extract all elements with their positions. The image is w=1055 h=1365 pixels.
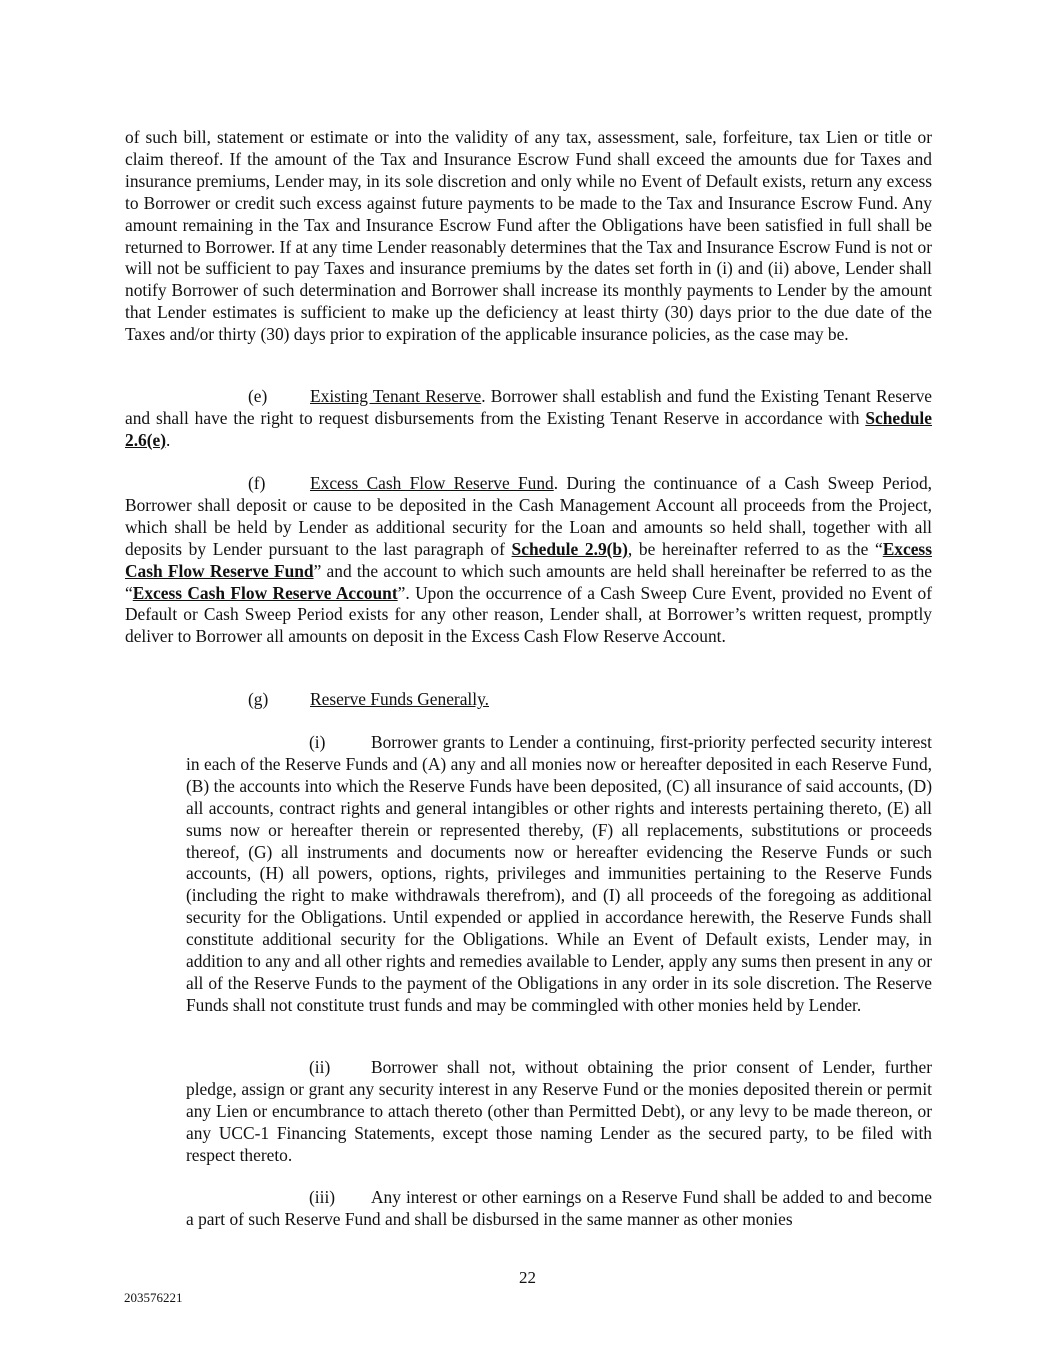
section-label: (f): [248, 473, 266, 493]
paragraph-text: . Borrower shall establish and fund the Existing Tenant Reserve and shall have the right to request disbursements from the Existing Tenant Reserve in accordance with: [125, 386, 932, 428]
section-heading: Existing Tenant Reserve: [310, 386, 482, 406]
section-label: (e): [248, 386, 268, 406]
subparagraph-iii: [186, 1187, 932, 1231]
paragraph-text: Any interest or other earnings on a Reserve Fund shall be added to and become a part of such Reserve Fund and shall be disbursed in the same manner as other monies: [186, 1187, 932, 1229]
paragraph-tax-escrow-continued: [125, 127, 932, 346]
subparagraph-ii: [186, 1057, 932, 1167]
document-id: 203576221: [124, 1290, 183, 1305]
paragraph-f-excess-cash-flow: [125, 473, 932, 648]
paragraph-text: . During the continuance of a Cash Sweep Period, Borrower shall deposit or cause to be deposited in the Cash Management Account all proceeds from the Project, which shall be held by Lender as additional security for the Loan and amounts so held shall, together with all deposits by Lender pursuant to the last paragraph of: [125, 473, 932, 559]
paragraph-text: ” and the account to which such amounts are held shall hereinafter be referred to as the “: [125, 560, 933, 603]
paragraph-text: ”. Upon the occurrence of a Cash Sweep Cure Event, provided no Event of Default or Cash Sweep Period exists for any other reason, Lender shall, at Borrower’s written request, promptly deliver to Borrower all amounts on deposit in the Excess Cash Flow Reserve Account.: [125, 582, 932, 647]
subsection-label: (i): [309, 732, 326, 752]
defined-term: Excess Cash Flow Reserve Fund: [125, 538, 932, 581]
paragraph-text: of such bill, statement or estimate or into the validity of any tax, assessment, sale, forfeiture, tax Lien or title or claim thereof. If the amount of the Tax and Insurance Escrow Fund shall exceed the amounts due for Taxes and insurance premiums, Lender may, in its sole discretion and only while no Event of Default exists, return any excess to Borrower or credit such excess against future payments to be made to the Tax and Insurance Escrow Fund. Any amount remaining in the Tax and Insurance Escrow Fund after the Obligations have been satisfied in full shall be returned to Borrower. If at any time Lender reasonably determines that the Tax and Insurance Escrow Fund is not or will not be sufficient to pay Taxes and insurance premiums by the dates set forth in (i) and (ii) above, Lender shall notify Borrower of such determination and Borrower shall increase its monthly payments to Lender by the amount that Lender estimates is sufficient to make up the deficiency at least thirty (30) days prior to the due date of the Taxes and/or thirty (30) days prior to expiration of the applicable insurance policies, as the case may be.: [125, 127, 932, 345]
paragraph-text: Borrower shall not, without obtaining the prior consent of Lender, further pledge, assign or grant any security interest in any Reserve Fund or the monies deposited therein or permit any Lien or encumbrance to attach thereto (other than Permitted Debt), or any levy to be made thereon, or any UCC-1 Financing Statements, except those naming Lender as the secured party, to be filed with respect thereto.: [186, 1057, 932, 1165]
subparagraph-i: [186, 732, 932, 1017]
section-heading: Excess Cash Flow Reserve Fund: [310, 473, 554, 493]
page-number: 22: [519, 1268, 536, 1287]
section-label: (g): [248, 689, 269, 709]
paragraph-g-reserve-funds: [125, 689, 932, 711]
paragraph-text: .: [166, 429, 171, 450]
section-heading: Reserve Funds Generally.: [310, 689, 490, 709]
paragraph-text: , be hereinafter referred to as the “: [627, 538, 883, 559]
paragraph-text: Borrower grants to Lender a continuing, first-priority perfected security interest in each of the Reserve Funds and (A) any and all monies now or hereafter deposited in each Reserve Fund, (B) the accounts into which the Reserve Funds have been deposited, (C) all insurance of said accounts, (D) all accounts, contract rights and general intangibles or other rights and interests pertaining thereto, (E) all sums now or hereafter therein or represented thereby, (F) all replacements, substitutions or proceeds thereof, (G) all instruments and documents now or hereafter evidencing the Reserve Funds or such accounts, (H) all powers, options, rights, privileges and immunities pertaining to the Reserve Funds (including the right to make withdrawals therefrom), and (I) all proceeds of the foregoing as additional security for the Obligations. Until expended or applied in accordance herewith, the Reserve Funds shall constitute additional security for the Obligations. While an Event of Default exists, Lender may, in addition to any and all other rights and remedies available to Lender, apply any sums then present in any or all of the Reserve Funds to the payment of the Obligations in any order in its sole discretion. The Reserve Funds shall not constitute trust funds and may be commingled with other monies held by Lender.: [186, 732, 932, 1015]
subsection-label: (iii): [309, 1187, 336, 1207]
subsection-label: (ii): [309, 1057, 331, 1077]
defined-term: Excess Cash Flow Reserve Account: [132, 582, 398, 603]
schedule-reference: Schedule 2.9(b): [511, 538, 628, 559]
paragraph-e-existing-tenant-reserve: [125, 386, 932, 452]
schedule-reference: Schedule 2.6(e): [125, 407, 932, 450]
